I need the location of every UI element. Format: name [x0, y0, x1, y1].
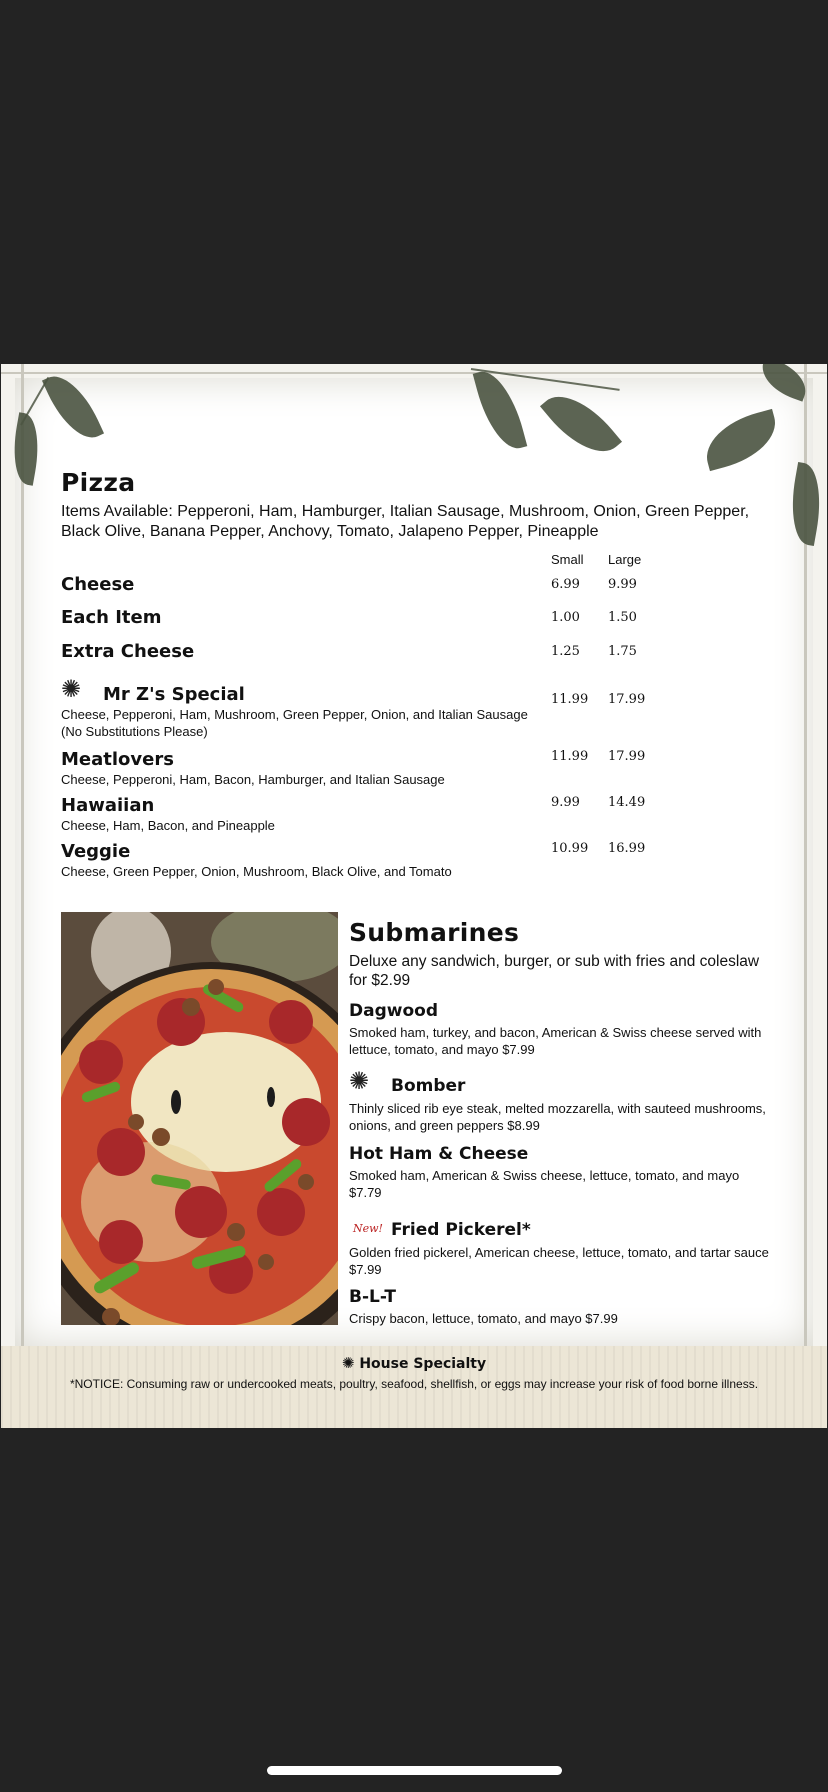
- price-large: 1.75: [608, 644, 637, 659]
- price-small: 1.25: [551, 644, 580, 659]
- sub-item-name: B-L-T: [349, 1287, 396, 1307]
- house-specialty-star-icon: ✺: [341, 1354, 355, 1372]
- price-large: 17.99: [608, 749, 646, 764]
- house-specialty-legend: [1, 1354, 827, 1372]
- submarines-section-title: Submarines: [349, 918, 520, 947]
- pizza-item-name: Extra Cheese: [61, 641, 195, 662]
- pizza-item-desc: Cheese, Pepperoni, Ham, Mushroom, Green Pepper, Onion, and Italian Sausage: [61, 707, 528, 722]
- price-small: 1.00: [551, 610, 580, 625]
- pizza-section-title: Pizza: [61, 468, 136, 497]
- sub-item-desc: Golden fried pickerel, American cheese, lettuce, tomato, and tartar sauce $7.99: [349, 1245, 769, 1277]
- sub-item-desc: Crispy bacon, lettuce, tomato, and mayo $7.99: [349, 1311, 618, 1326]
- pizza-illustration: [61, 912, 338, 1325]
- sub-item-name: Fried Pickerel*: [391, 1220, 531, 1240]
- house-specialty-star-icon: ✺: [349, 1068, 370, 1095]
- sub-item-name: Hot Ham & Cheese: [349, 1144, 529, 1164]
- price-large: 16.99: [608, 841, 646, 856]
- house-specialty-star-icon: ✺: [61, 676, 82, 703]
- sub-item-desc: Smoked ham, American & Swiss cheese, lettuce, tomato, and mayo $7.79: [349, 1168, 740, 1200]
- pizza-item-desc: Cheese, Pepperoni, Ham, Bacon, Hamburger, and Italian Sausage: [61, 772, 445, 787]
- pizza-item-note: (No Substitutions Please): [61, 724, 208, 739]
- column-header-large: Large: [608, 552, 642, 567]
- pizza-item-desc: Cheese, Green Pepper, Onion, Mushroom, Black Olive, and Tomato: [61, 864, 452, 879]
- pizza-item-name: Cheese: [61, 574, 135, 595]
- price-large: 17.99: [608, 692, 646, 707]
- pizza-items-available: Items Available: Pepperoni, Ham, Hamburger, Italian Sausage, Mushroom, Onion, Green Pepper, Black Olive, Banana Pepper, Anchovy, Tomato, Jalapeno Pepper, Pineapple: [61, 503, 750, 540]
- price-large: 1.50: [608, 610, 637, 625]
- house-specialty-label: House Specialty: [359, 1356, 487, 1372]
- pizza-item-desc: Cheese, Ham, Bacon, and Pineapple: [61, 818, 275, 833]
- frame-line: [1, 372, 827, 374]
- food-safety-notice: *NOTICE: Consuming raw or undercooked meats, poultry, seafood, shellfish, or eggs may increase your risk of food borne illness.: [69, 1377, 759, 1391]
- pizza-item-name: Each Item: [61, 607, 162, 628]
- pizza-item-name: Veggie: [61, 841, 131, 862]
- price-small: 11.99: [551, 749, 589, 764]
- price-large: 9.99: [608, 577, 637, 592]
- column-header-small: Small: [551, 552, 584, 567]
- home-indicator[interactable]: [267, 1766, 562, 1775]
- pizza-photo: [61, 912, 338, 1325]
- menu-page: [1, 364, 827, 1428]
- sub-item-name: Bomber: [391, 1076, 466, 1096]
- sub-item-desc: Smoked ham, turkey, and bacon, American & Swiss cheese served with lettuce, tomato, and mayo $7.99: [349, 1025, 762, 1057]
- new-badge: New!: [353, 1222, 383, 1235]
- price-small: 11.99: [551, 692, 589, 707]
- price-small: 6.99: [551, 577, 580, 592]
- price-large: 14.49: [608, 795, 646, 810]
- pizza-item-name: Mr Z's Special: [103, 684, 245, 705]
- sub-item-name: Dagwood: [349, 1001, 438, 1021]
- price-small: 10.99: [551, 841, 589, 856]
- frame-line: [21, 364, 24, 1428]
- menu-footer: [1, 1346, 827, 1428]
- pizza-item-name: Meatlovers: [61, 749, 174, 770]
- pizza-item-name: Hawaiian: [61, 795, 155, 816]
- submarines-intro: Deluxe any sandwich, burger, or sub with fries and coleslaw for $2.99: [349, 953, 760, 989]
- sub-item-desc: Thinly sliced rib eye steak, melted mozzarella, with sauteed mushrooms, onions, and green peppers $8.99: [349, 1101, 766, 1133]
- price-small: 9.99: [551, 795, 580, 810]
